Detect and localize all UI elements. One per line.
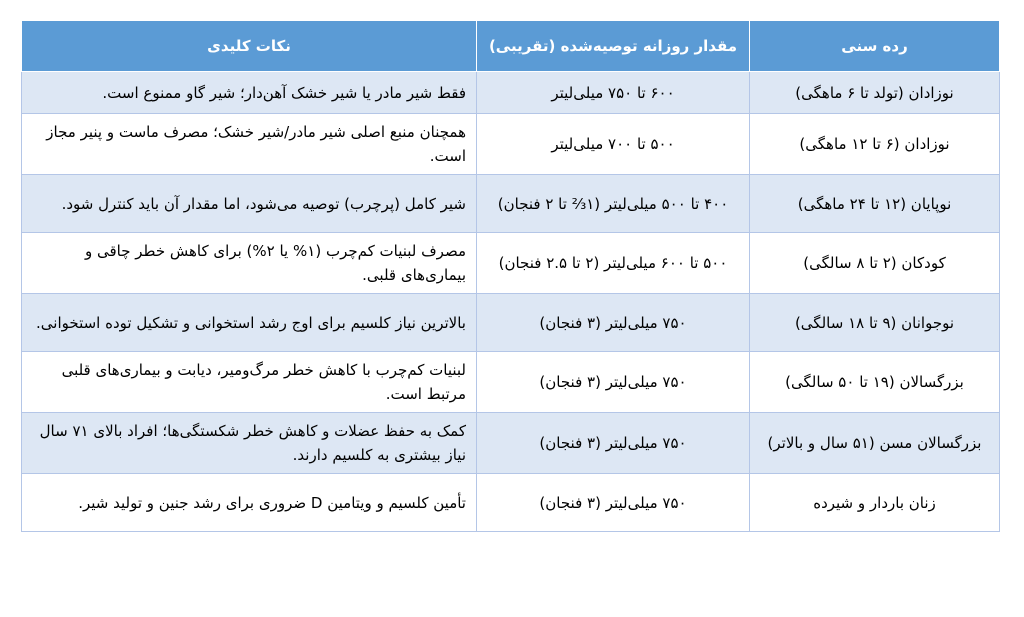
cell-key-notes: فقط شیر مادر یا شیر خشک آهن‌دار؛ شیر گاو ممنوع است. <box>22 72 477 114</box>
table-row <box>22 352 1000 413</box>
cell-key-notes: مصرف لبنیات کم‌چرب (۱% یا ۲%) برای کاهش خطر چاقی و بیماری‌های قلبی. <box>22 233 477 294</box>
cell-daily-amount: ۷۵۰ میلی‌لیتر (۳ فنجان) <box>477 294 750 352</box>
cell-daily-amount: ۴۰۰ تا ۵۰۰ میلی‌لیتر (۱⅔ تا ۲ فنجان) <box>477 175 750 233</box>
table-row <box>22 72 1000 114</box>
cell-key-notes: بالاترین نیاز کلسیم برای اوج رشد استخوانی و تشکیل توده استخوانی. <box>22 294 477 352</box>
cell-key-notes: لبنیات کم‌چرب با کاهش خطر مرگ‌ومیر، دیابت و بیماری‌های قلبی مرتبط است. <box>22 352 477 413</box>
header-age-group: رده سنی <box>750 21 1000 72</box>
cell-age-group: زنان باردار و شیرده <box>750 474 1000 532</box>
milk-intake-table <box>21 20 1000 532</box>
table-row <box>22 294 1000 352</box>
cell-age-group: نوجوانان (۹ تا ۱۸ سالگی) <box>750 294 1000 352</box>
table-row <box>22 474 1000 532</box>
cell-daily-amount: ۵۰۰ تا ۷۰۰ میلی‌لیتر <box>477 114 750 175</box>
cell-age-group: نوزادان (۶ تا ۱۲ ماهگی) <box>750 114 1000 175</box>
cell-age-group: نوپایان (۱۲ تا ۲۴ ماهگی) <box>750 175 1000 233</box>
cell-daily-amount: ۶۰۰ تا ۷۵۰ میلی‌لیتر <box>477 72 750 114</box>
cell-age-group: کودکان (۲ تا ۸ سالگی) <box>750 233 1000 294</box>
header-daily-amount: مقدار روزانه توصیه‌شده (تقریبی) <box>477 21 750 72</box>
cell-key-notes: تأمین کلسیم و ویتامین D ضروری برای رشد جنین و تولید شیر. <box>22 474 477 532</box>
table-header-row <box>22 21 1000 72</box>
cell-daily-amount: ۷۵۰ میلی‌لیتر (۳ فنجان) <box>477 413 750 474</box>
cell-key-notes: شیر کامل (پرچرب) توصیه می‌شود، اما مقدار آن باید کنترل شود. <box>22 175 477 233</box>
milk-intake-table-container <box>21 20 999 532</box>
header-key-notes: نکات کلیدی <box>22 21 477 72</box>
table-row <box>22 413 1000 474</box>
cell-daily-amount: ۷۵۰ میلی‌لیتر (۳ فنجان) <box>477 474 750 532</box>
table-row <box>22 175 1000 233</box>
cell-age-group: بزرگسالان (۱۹ تا ۵۰ سالگی) <box>750 352 1000 413</box>
cell-key-notes: کمک به حفظ عضلات و کاهش خطر شکستگی‌ها؛ افراد بالای ۷۱ سال نیاز بیشتری به کلسیم دارند. <box>22 413 477 474</box>
cell-daily-amount: ۷۵۰ میلی‌لیتر (۳ فنجان) <box>477 352 750 413</box>
table-row <box>22 114 1000 175</box>
cell-daily-amount: ۵۰۰ تا ۶۰۰ میلی‌لیتر (۲ تا ۲.۵ فنجان) <box>477 233 750 294</box>
cell-age-group: نوزادان (تولد تا ۶ ماهگی) <box>750 72 1000 114</box>
cell-key-notes: همچنان منبع اصلی شیر مادر/شیر خشک؛ مصرف ماست و پنیر مجاز است. <box>22 114 477 175</box>
cell-age-group: بزرگسالان مسن (۵۱ سال و بالاتر) <box>750 413 1000 474</box>
table-row <box>22 233 1000 294</box>
